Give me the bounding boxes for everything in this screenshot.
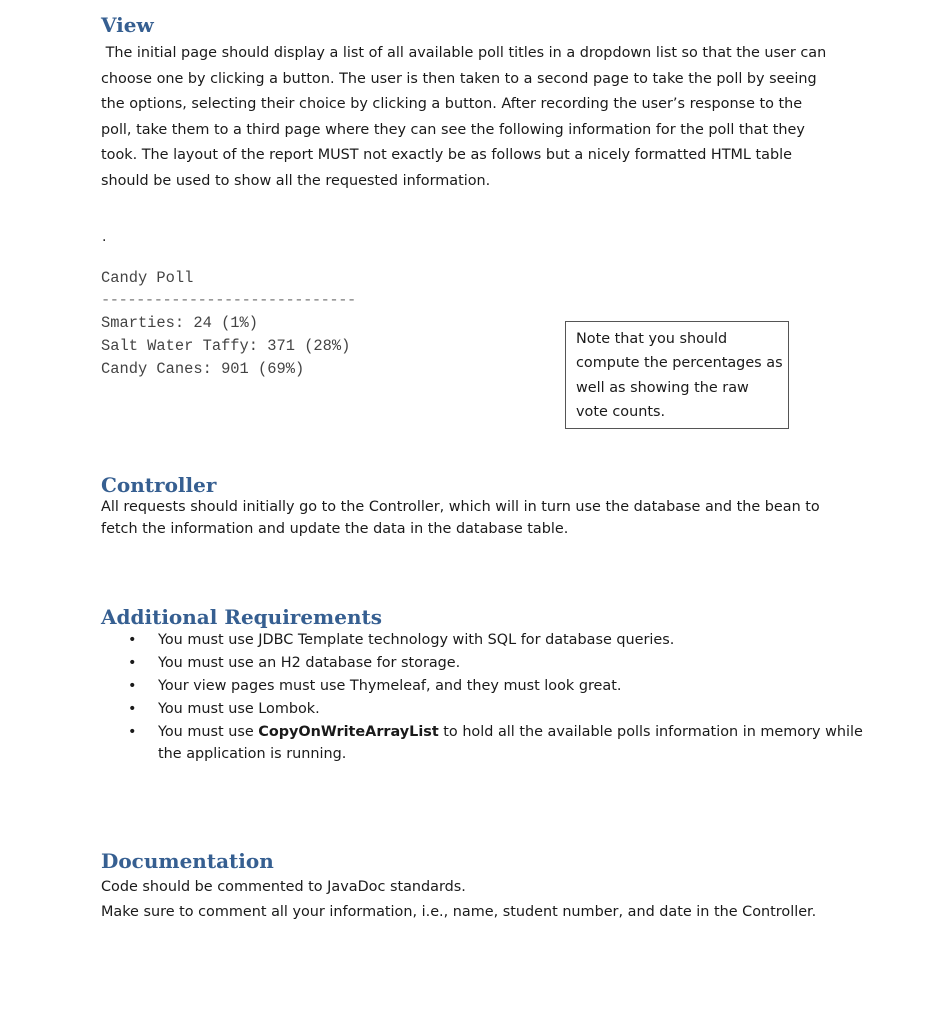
bullet-dot: •: [128, 724, 137, 740]
sample-report-title: Candy Poll: [101, 269, 194, 287]
requirement-text-bold: CopyOnWriteArrayList: [258, 724, 439, 740]
view-paragraph-line: should be used to show all the requested information.: [101, 172, 491, 189]
requirements-list: [101, 630, 863, 767]
note-line: vote counts.: [576, 404, 666, 421]
requirement-text-continuation: the application is running.: [158, 745, 347, 762]
controller-paragraph-line: All requests should initially go to the Controller, which will in turn use the database and the bean to: [101, 499, 820, 515]
sample-report-row: Candy Canes: 901 (69%): [101, 360, 305, 378]
requirement-item: [101, 653, 863, 675]
documentation-heading: Documentation: [101, 849, 274, 873]
view-heading: View: [101, 13, 154, 37]
sample-report-row: Salt Water Taffy: 371 (28%): [101, 337, 351, 355]
controller-heading: Controller: [101, 473, 217, 497]
note-line: Note that you should: [576, 331, 728, 347]
bullet-dot: •: [128, 655, 137, 671]
bullet-dot: •: [128, 678, 137, 694]
documentation-line: Make sure to comment all your information, i.e., name, student number, and date in the Controller.: [101, 904, 817, 920]
bullet-dot: •: [128, 701, 137, 717]
dot-marker: .: [102, 229, 107, 245]
view-paragraph: [101, 41, 841, 195]
view-paragraph-line: choose one by clicking a button. The user is then taken to a second page to take the poll by seeing: [101, 70, 817, 87]
note-line: compute the percentages as: [576, 355, 783, 372]
requirement-text-prefix: You must use: [158, 724, 259, 740]
requirement-text: Your view pages must use Thymeleaf, and they must look great.: [158, 678, 622, 694]
requirement-item: [101, 630, 863, 652]
view-paragraph-line: The initial page should display a list of all available poll titles in a dropdown list so that the user can: [101, 45, 827, 61]
documentation-line: Code should be commented to JavaDoc standards.: [101, 879, 466, 895]
bullet-dot: •: [128, 632, 137, 648]
controller-paragraph-line: fetch the information and update the data in the database table.: [101, 520, 569, 537]
requirement-text: You must use JDBC Template technology with SQL for database queries.: [158, 632, 675, 648]
controller-paragraph: [101, 497, 841, 540]
sample-report-row: Smarties: 24 (1%): [101, 314, 259, 332]
additional-requirements-heading: Additional Requirements: [101, 605, 382, 629]
requirement-item: [101, 699, 863, 721]
requirement-text: You must use an H2 database for storage.: [158, 655, 461, 671]
requirement-text-suffix: to hold all the available polls information in memory while: [438, 724, 863, 740]
sample-report-separator: -----------------------------: [101, 291, 356, 309]
view-paragraph-line: the options, selecting their choice by clicking a button. After recording the user’s response to the: [101, 96, 803, 113]
percentage-note-box: [565, 321, 789, 429]
requirement-text: You must use Lombok.: [158, 701, 320, 717]
documentation-paragraph: [101, 875, 841, 925]
note-line: well as showing the raw: [576, 379, 749, 396]
requirement-item: [101, 722, 863, 765]
view-paragraph-line: took. The layout of the report MUST not exactly be as follows but a nicely formatted HTML table: [101, 147, 792, 164]
requirement-item: [101, 676, 863, 698]
view-paragraph-line: poll, take them to a third page where they can see the following information for the poll that they: [101, 121, 805, 138]
